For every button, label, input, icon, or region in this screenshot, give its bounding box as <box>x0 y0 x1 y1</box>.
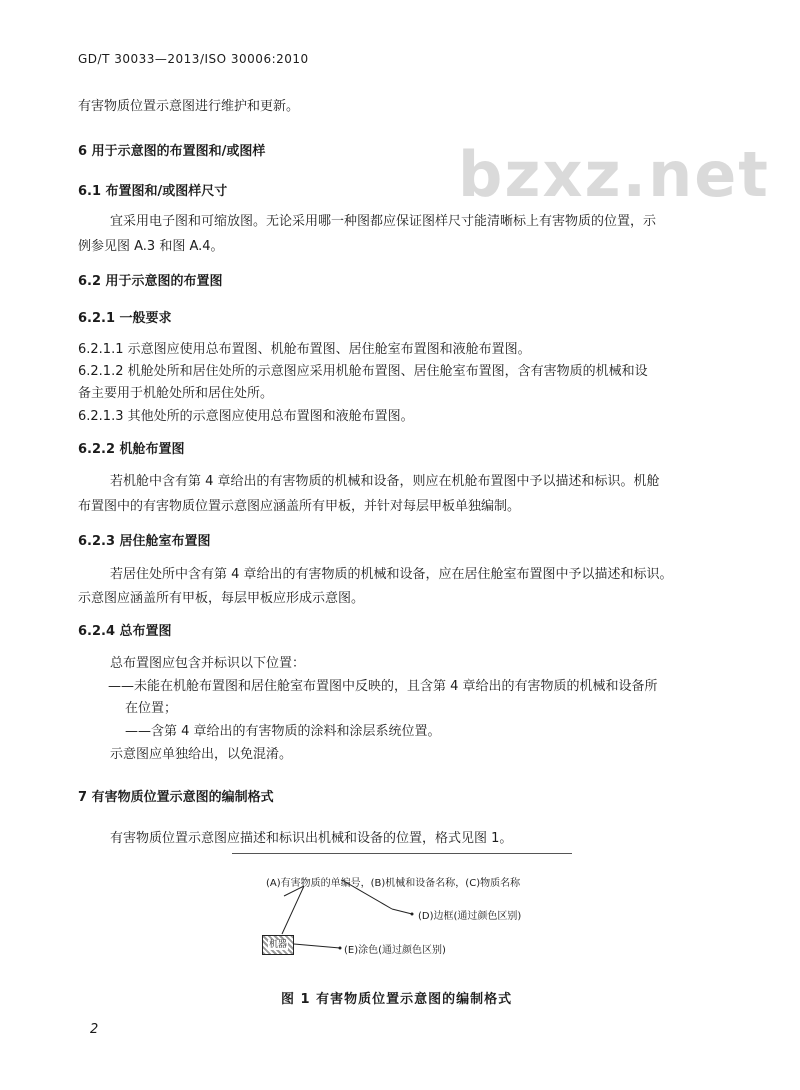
paragraph-6-2-2-line1: 若机舱中含有第 4 章给出的有害物质的机械和设备，则应在机舱布置图中予以描述和标识。机舱 <box>110 474 660 489</box>
section-heading-6-2-2: 6.2.2 机舱布置图 <box>78 442 185 457</box>
section-heading-6-2-3: 6.2.3 居住舱室布置图 <box>78 534 211 549</box>
clause-6-2-1-3: 6.2.1.3 其他处所的示意图应使用总布置图和液舱布置图。 <box>78 409 414 424</box>
section-heading-7: 7 有害物质位置示意图的编制格式 <box>78 790 274 805</box>
paragraph-6-2-4-note: 示意图应单独给出，以免混淆。 <box>110 747 293 762</box>
paragraph-6-2-3-line2: 示意图应涵盖所有甲板，每层甲板应形成示意图。 <box>78 591 365 606</box>
list-item-1-line1: ——未能在机舱布置图和居住舱室布置图中反映的，且含第 4 章给出的有害物质的机械和设备所 <box>108 679 658 694</box>
list-item-1-line2: 在位置； <box>125 701 178 716</box>
clause-6-2-1-1: 6.2.1.1 示意图应使用总布置图、机舱布置图、居住舱室布置图和液舱布置图。 <box>78 342 531 357</box>
section-heading-6-2: 6.2 用于示意图的布置图 <box>78 274 223 289</box>
page-number: 2 <box>90 1022 99 1037</box>
equipment-box-label: 机器 <box>268 940 287 950</box>
paragraph-7: 有害物质位置示意图应描述和标识出机械和设备的位置，格式见图 1。 <box>110 831 513 846</box>
section-heading-6-1: 6.1 布置图和/或图样尺寸 <box>78 184 228 199</box>
figure-label-a: (A)有害物质的单编号，(B)机械和设备名称，(C)物质名称 <box>266 878 521 889</box>
figure-label-e: (E)涂色(通过颜色区别) <box>344 945 446 956</box>
figure-label-d: (D)边框(通过颜色区别) <box>418 911 522 922</box>
section-heading-6-2-4: 6.2.4 总布置图 <box>78 624 172 639</box>
equipment-box <box>262 935 294 955</box>
paragraph-6-1-line1: 宜采用电子图和可缩放图。无论采用哪一种图都应保证图样尺寸能清晰标上有害物质的位置，示 <box>110 214 657 229</box>
section-heading-6: 6 用于示意图的布置图和/或图样 <box>78 144 266 159</box>
figure-1-diagram <box>232 853 572 971</box>
paragraph-6-1-line2: 例参见图 A.3 和图 A.4。 <box>78 239 224 254</box>
clause-6-2-1-2-line1: 6.2.1.2 机舱处所和居住处所的示意图应采用机舱布置图、居住舱室布置图，含有害物质的机械和设 <box>78 364 648 379</box>
watermark: bzxz.net <box>458 138 770 211</box>
list-item-2: ——含第 4 章给出的有害物质的涂料和涂层系统位置。 <box>125 724 441 739</box>
paragraph-6-2-3-line1: 若居住处所中含有第 4 章给出的有害物质的机械和设备，应在居住舱室布置图中予以描述和标识。 <box>110 567 673 582</box>
document-code-header: GD/T 30033—2013/ISO 30006:2010 <box>78 52 309 66</box>
figure-1-caption: 图 1 有害物质位置示意图的编制格式 <box>281 992 513 1007</box>
section-heading-6-2-1: 6.2.1 一般要求 <box>78 311 172 326</box>
paragraph-continuation: 有害物质位置示意图进行维护和更新。 <box>78 99 300 114</box>
clause-6-2-1-2-line2: 备主要用于机舱处所和居住处所。 <box>78 386 274 401</box>
paragraph-6-2-2-line2: 布置图中的有害物质位置示意图应涵盖所有甲板，并针对每层甲板单独编制。 <box>78 499 521 514</box>
paragraph-6-2-4-intro: 总布置图应包含并标识以下位置： <box>110 656 306 671</box>
